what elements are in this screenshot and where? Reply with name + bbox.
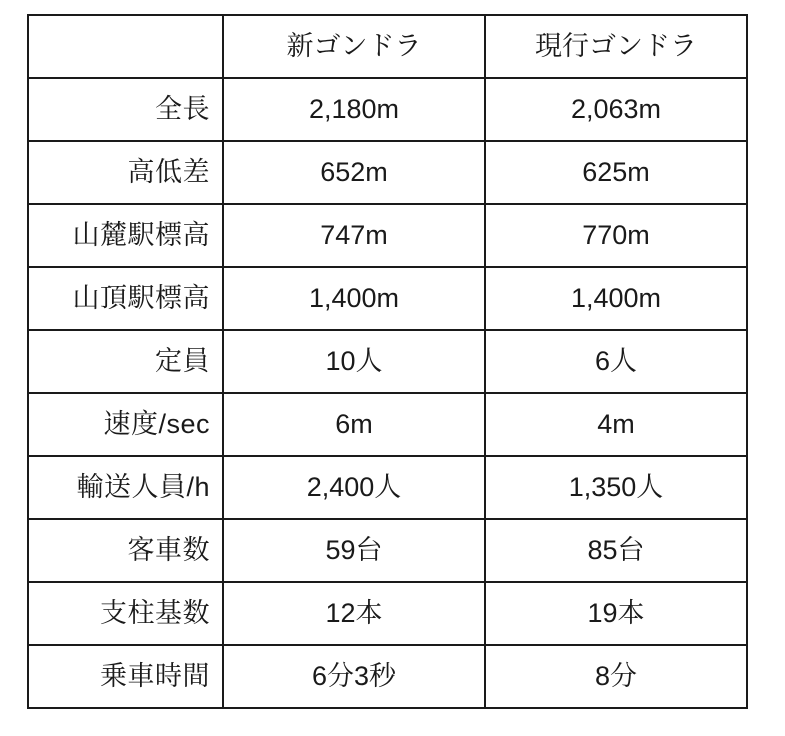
table-corner-cell [28, 15, 223, 78]
row-label: 全長 [28, 78, 223, 141]
table-row [28, 204, 747, 267]
table-row [28, 267, 747, 330]
cell-current: 1,350人 [485, 456, 747, 519]
cell-current: 2,063m [485, 78, 747, 141]
cell-new: 652m [223, 141, 485, 204]
cell-current: 85台 [485, 519, 747, 582]
row-label: 客車数 [28, 519, 223, 582]
row-label: 定員 [28, 330, 223, 393]
table-row [28, 393, 747, 456]
cell-current: 625m [485, 141, 747, 204]
table-row [28, 456, 747, 519]
cell-new: 10人 [223, 330, 485, 393]
cell-current: 6人 [485, 330, 747, 393]
cell-new: 2,400人 [223, 456, 485, 519]
table-row [28, 141, 747, 204]
row-label: 高低差 [28, 141, 223, 204]
cell-current: 770m [485, 204, 747, 267]
cell-new: 747m [223, 204, 485, 267]
cell-current: 8分 [485, 645, 747, 708]
column-header-new-gondola: 新ゴンドラ [223, 15, 485, 78]
row-label: 支柱基数 [28, 582, 223, 645]
gondola-spec-table [27, 14, 748, 709]
cell-new: 2,180m [223, 78, 485, 141]
cell-new: 6分3秒 [223, 645, 485, 708]
cell-current: 4m [485, 393, 747, 456]
table-row [28, 78, 747, 141]
table-row [28, 330, 747, 393]
row-label: 山麓駅標高 [28, 204, 223, 267]
cell-new: 59台 [223, 519, 485, 582]
column-header-current-gondola: 現行ゴンドラ [485, 15, 747, 78]
table-row [28, 582, 747, 645]
row-label: 山頂駅標高 [28, 267, 223, 330]
cell-current: 1,400m [485, 267, 747, 330]
cell-new: 12本 [223, 582, 485, 645]
row-label: 輸送人員/h [28, 456, 223, 519]
cell-current: 19本 [485, 582, 747, 645]
table-row [28, 645, 747, 708]
cell-new: 6m [223, 393, 485, 456]
cell-new: 1,400m [223, 267, 485, 330]
table-header-row [28, 15, 747, 78]
table-row [28, 519, 747, 582]
row-label: 速度/sec [28, 393, 223, 456]
row-label: 乗車時間 [28, 645, 223, 708]
